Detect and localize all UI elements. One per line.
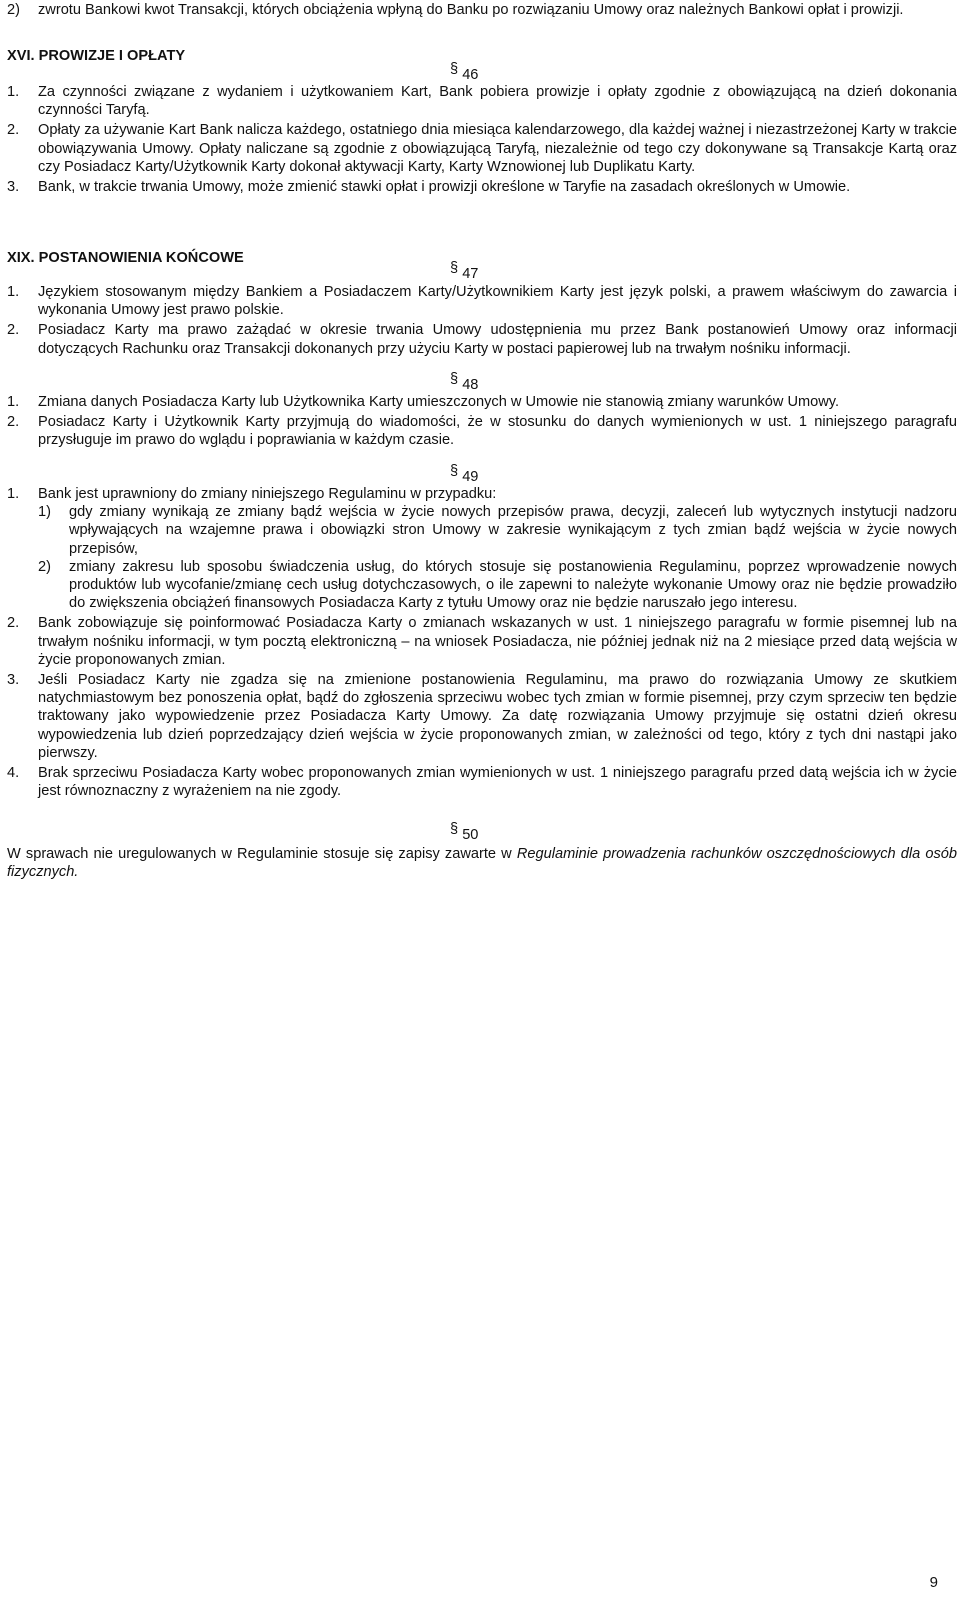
list-item: [7, 413, 957, 449]
item-number: 3.: [7, 672, 20, 689]
paragraph-number: 49: [462, 469, 479, 485]
list-item: [7, 83, 957, 119]
paragraph-number: 50: [462, 827, 479, 843]
list-item: [7, 764, 957, 800]
item-text: zwrotu Bankowi kwot Transakcji, których obciążenia wpłyną do Banku po rozwiązaniu Umowy oraz należnych Bankowi opłat i prowizji.: [38, 2, 904, 18]
item-text: Posiadacz Karty i Użytkownik Karty przyjmują do wiadomości, że w stosunku do danych wymienionych w ust. 1 niniejszego paragrafu przysługuje im prawo do wglądu i poprawiania w każdym czasie.: [38, 414, 957, 449]
section-xvi-title: XVI. PROWIZJE I OPŁATY: [7, 48, 186, 64]
list-item: [7, 321, 957, 357]
sub-list-item: [7, 503, 957, 558]
item-number: 2): [38, 558, 51, 575]
item-text: Bank jest uprawniony do zmiany niniejszego Regulaminu w przypadku:: [38, 486, 497, 502]
item-text: Posiadacz Karty ma prawo zażądać w okresie trwania Umowy udostępnienia mu przez Bank postanowień Umowy oraz informacji dotyczących Rachunku oraz Transakcji dokonanych przy użyciu Karty w postaci papierowej lub na trwałym nośniku informacji.: [38, 322, 957, 357]
item-number: 1): [38, 504, 51, 521]
item-text: zmiany zakresu lub sposobu świadczenia usług, do których stosuje się postanowienia Regulaminu, poprzez wprowadzenie nowych produktów lub wycofanie/zmianę cech usług dotychczasowych, o ile zapewni to należyte wykonanie Umowy oraz nie będzie prowadziło do zwiększenia obciążeń finansowych Posiadacza Karty z tytułu Umowy oraz nie będzie naruszało jego interesu.: [69, 558, 957, 612]
section-xix-title: XIX. POSTANOWIENIA KOŃCOWE: [7, 250, 244, 266]
list-item: [7, 121, 957, 176]
item-number: 1.: [7, 486, 20, 502]
intro-list-item: [7, 1, 957, 19]
item-text: Językiem stosowanym między Bankiem a Posiadaczem Karty/Użytkownikiem Karty jest język polski, a prawem właściwym do zawarcia i wykonania Umowy jest prawo polskie.: [38, 284, 957, 319]
sub-list-item: [7, 558, 957, 613]
section-sign: §: [450, 371, 459, 387]
item-text: Bank zobowiązuje się poinformować Posiadacza Karty o zmianach wskazanych w ust. 1 niniejszego paragrafu w formie pisemnej lub na trwałym nośniku informacji, w tym pocztą elektroniczną – na wniosek Posiadacza, nie później jednak niż na 2 miesiące przed datą wejścia w życie proponowanych zmian.: [38, 615, 957, 668]
item-number: 2.: [7, 414, 20, 431]
paragraph-46-heading: [450, 61, 479, 84]
paragraph-47-list: [7, 283, 957, 358]
section-sign: §: [450, 61, 459, 77]
item-number: 4.: [7, 765, 20, 782]
paragraph-number: 48: [462, 377, 479, 393]
list-item: [7, 393, 957, 411]
item-text: gdy zmiany wynikają ze zmiany bądź wejścia w życie nowych przepisów prawa, decyzji, zaleceń lub wytycznych instytucji nadzoru wpływających na wzajemne prawa i obowiązki stron Umowy w zakresie wynikającym z tych zmian bądź wejścia w życie nowych przepisów,: [69, 504, 957, 557]
paragraph-50-heading: [450, 821, 479, 844]
paragraph-49-list: [7, 485, 957, 800]
final-italic-text: Regulaminie prowadzenia rachunków oszczędnościowych dla osób fizycznych.: [7, 846, 958, 881]
item-text: Zmiana danych Posiadacza Karty lub Użytkownika Karty umieszczonych w Umowie nie stanowią zmiany warunków Umowy.: [38, 394, 840, 410]
item-text: Bank, w trakcie trwania Umowy, może zmienić stawki opłat i prowizji określone w Taryfie na zasadach określonych w Umowie.: [38, 179, 851, 196]
paragraph-47-heading: [450, 260, 479, 283]
section-sign: §: [450, 260, 459, 276]
section-sign: §: [450, 463, 459, 479]
list-item: [7, 671, 957, 762]
item-number: 1.: [7, 84, 20, 100]
item-text: Jeśli Posiadacz Karty nie zgadza się na zmienione postanowienia Regulaminu, ma prawo do rozwiązania Umowy ze skutkiem natychmiastowym bez ponoszenia opłat, bądź do zgłoszenia sprzeciwu wobec tych zmian w formie pisemnej, przy czym sprzeciw ten będzie traktowany jako wypowiedzenie przez Posiadacza Karty Umowy. Za datę rozwiązania Umowy przyjmuje się ostatni dzień okresu wypowiedzenia lub dzień poprzedzający dzień wejścia w życie proponowanych zmian, w zależności od tego, który z tych dni nastąpi jako pierwszy.: [38, 672, 957, 761]
item-number: 2.: [7, 322, 20, 339]
final-text: W sprawach nie uregulowanych w Regulaminie stosuje się zapisy zawarte w: [7, 846, 512, 862]
item-number: 2.: [7, 615, 20, 632]
item-number: 1.: [7, 284, 20, 300]
page-number: 9: [929, 1574, 938, 1591]
item-number: 3.: [7, 179, 20, 196]
list-item: [7, 485, 957, 503]
item-number: 2.: [7, 122, 20, 139]
paragraph-number: 47: [462, 266, 479, 282]
item-number: 2): [7, 2, 20, 18]
list-item: [7, 178, 957, 196]
paragraph-49-heading: [450, 463, 479, 486]
final-paragraph: [7, 845, 957, 881]
item-number: 1.: [7, 394, 20, 410]
paragraph-48-list: [7, 393, 957, 450]
section-xvi-list: [7, 83, 957, 196]
list-item: [7, 614, 957, 669]
item-text: Za czynności związane z wydaniem i użytkowaniem Kart, Bank pobiera prowizje i opłaty zgodnie z obowiązującą na dzień dokonania czynności Taryfą.: [38, 84, 957, 119]
section-sign: §: [450, 821, 459, 837]
paragraph-number: 46: [462, 67, 479, 83]
list-item: [7, 283, 957, 319]
item-text: Brak sprzeciwu Posiadacza Karty wobec proponowanych zmian wymienionych w ust. 1 niniejszego paragrafu przed datą wejścia ich w życie jest równoznaczny z wyrażeniem na nie zgody.: [38, 765, 957, 800]
item-text: Opłaty za używanie Kart Bank nalicza każdego, ostatniego dnia miesiąca kalendarzowego, dla każdej ważnej i niezastrzeżonej Karty w trakcie obowiązywania Umowy. Opłaty naliczane są zgodnie z obowiązującą Taryfą, niezależnie od tego czy dokonywane są Transakcje Kartą oraz czy Posiadacz Karty/Użytkownik Karty dokonał aktywacji Karty, Karty Wznowionej lub Duplikatu Karty.: [38, 122, 957, 175]
paragraph-48-heading: [450, 371, 479, 394]
